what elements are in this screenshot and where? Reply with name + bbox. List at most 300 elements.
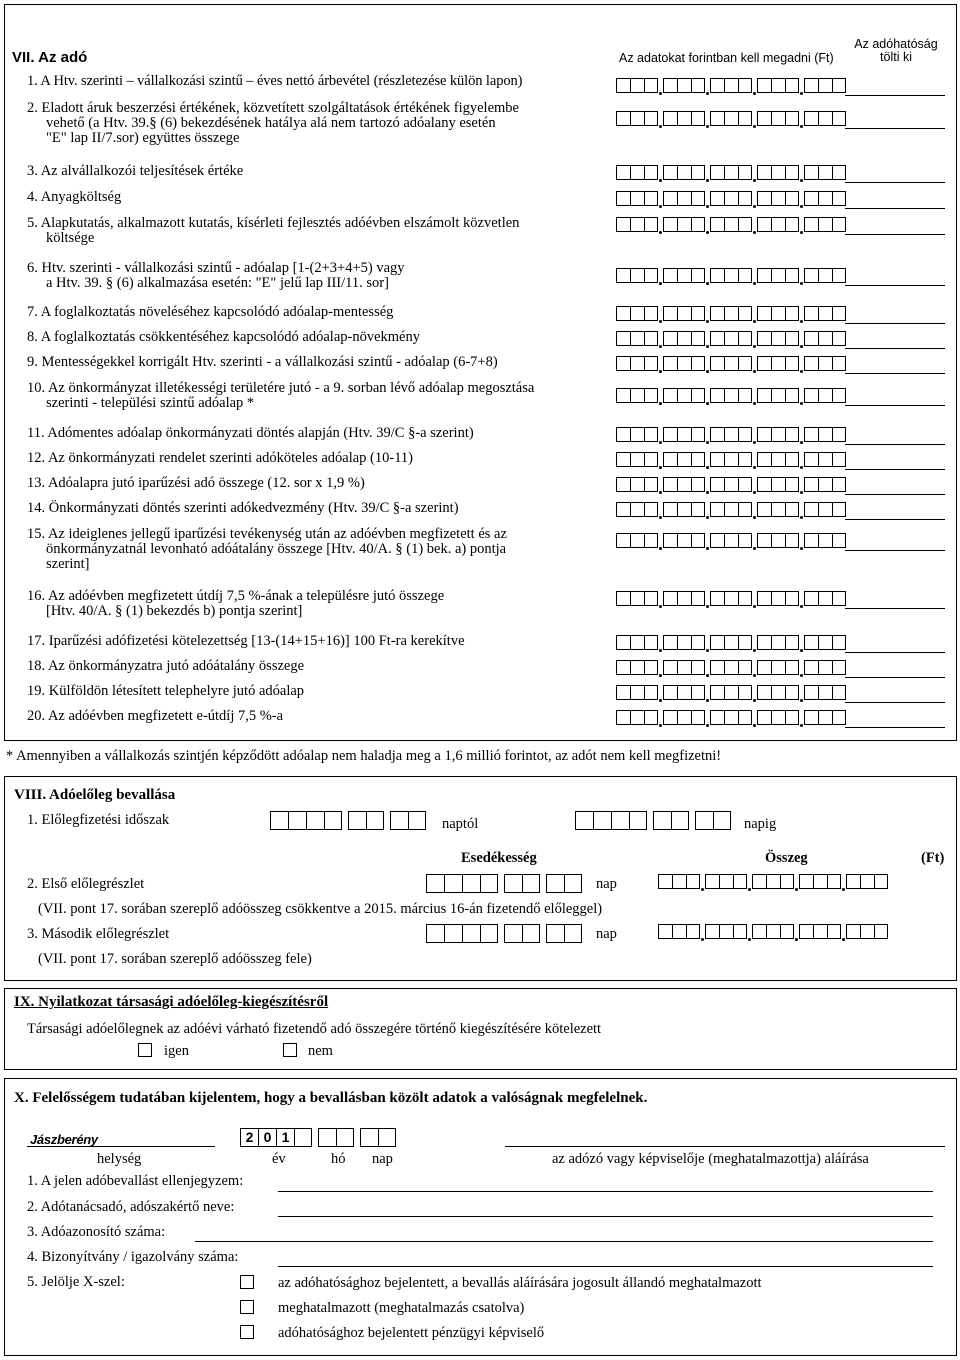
- digit-cell[interactable]: [771, 533, 785, 548]
- digit-cell[interactable]: [663, 191, 677, 206]
- digit-cell[interactable]: [663, 427, 677, 442]
- digit-cell[interactable]: [804, 268, 818, 283]
- digit-cell[interactable]: [738, 710, 752, 725]
- digit-cell[interactable]: [710, 78, 724, 93]
- digit-cell[interactable]: [771, 217, 785, 232]
- digit-cell[interactable]: [771, 685, 785, 700]
- digit-cell[interactable]: [804, 635, 818, 650]
- digit-cell[interactable]: [757, 635, 771, 650]
- digit-cell[interactable]: [818, 306, 832, 321]
- digit-cell[interactable]: [630, 356, 644, 371]
- digit-cell[interactable]: [757, 685, 771, 700]
- date-digit-cell[interactable]: [546, 924, 564, 943]
- digit-cell[interactable]: [677, 427, 691, 442]
- digit-cell[interactable]: [724, 452, 738, 467]
- digit-cell[interactable]: [874, 874, 888, 889]
- digit-cell[interactable]: [785, 660, 799, 675]
- digit-cell[interactable]: [813, 874, 827, 889]
- digit-cell[interactable]: [785, 533, 799, 548]
- digit-cell[interactable]: [785, 388, 799, 403]
- digit-cell[interactable]: [785, 111, 799, 126]
- taxid-line[interactable]: [195, 1241, 933, 1242]
- digit-cell[interactable]: [710, 533, 724, 548]
- digit-cell[interactable]: [677, 660, 691, 675]
- digit-cell[interactable]: [644, 427, 658, 442]
- digit-cell[interactable]: [691, 502, 705, 517]
- second-installment-amount[interactable]: [658, 924, 888, 939]
- cert-line[interactable]: [278, 1266, 933, 1267]
- row-17-amount[interactable]: [616, 635, 846, 650]
- date-digit-cell[interactable]: [546, 874, 564, 893]
- date-digit-cell[interactable]: 2: [240, 1128, 258, 1147]
- digit-cell[interactable]: [738, 452, 752, 467]
- digit-cell[interactable]: [724, 191, 738, 206]
- digit-cell[interactable]: [644, 165, 658, 180]
- digit-cell[interactable]: [724, 710, 738, 725]
- digit-cell[interactable]: [874, 924, 888, 939]
- date-digit-cell[interactable]: [270, 811, 288, 830]
- digit-cell[interactable]: [691, 477, 705, 492]
- digit-cell[interactable]: [710, 502, 724, 517]
- digit-cell[interactable]: [616, 306, 630, 321]
- digit-cell[interactable]: [710, 306, 724, 321]
- digit-cell[interactable]: [644, 533, 658, 548]
- digit-cell[interactable]: [757, 356, 771, 371]
- date-digit-cell[interactable]: [288, 811, 306, 830]
- digit-cell[interactable]: [724, 388, 738, 403]
- digit-cell[interactable]: [771, 388, 785, 403]
- date-digit-cell[interactable]: [522, 874, 540, 893]
- digit-cell[interactable]: [757, 191, 771, 206]
- digit-cell[interactable]: [804, 710, 818, 725]
- digit-cell[interactable]: [818, 217, 832, 232]
- digit-cell[interactable]: [733, 924, 747, 939]
- digit-cell[interactable]: [644, 268, 658, 283]
- digit-cell[interactable]: [644, 660, 658, 675]
- digit-cell[interactable]: [691, 331, 705, 346]
- digit-cell[interactable]: [832, 268, 846, 283]
- digit-cell[interactable]: [757, 452, 771, 467]
- digit-cell[interactable]: [691, 191, 705, 206]
- digit-cell[interactable]: [771, 111, 785, 126]
- digit-cell[interactable]: [677, 165, 691, 180]
- sign-date[interactable]: [240, 1128, 396, 1147]
- date-digit-cell[interactable]: [444, 924, 462, 943]
- digit-cell[interactable]: [832, 165, 846, 180]
- digit-cell[interactable]: [785, 356, 799, 371]
- digit-cell[interactable]: [724, 217, 738, 232]
- digit-cell[interactable]: [677, 78, 691, 93]
- digit-cell[interactable]: [832, 591, 846, 606]
- row-3-amount[interactable]: [616, 165, 846, 180]
- digit-cell[interactable]: [738, 427, 752, 442]
- digit-cell[interactable]: [771, 660, 785, 675]
- date-digit-cell[interactable]: [695, 811, 713, 830]
- digit-cell[interactable]: [832, 660, 846, 675]
- digit-cell[interactable]: [616, 710, 630, 725]
- option-1-checkbox[interactable]: [240, 1275, 254, 1289]
- digit-cell[interactable]: [804, 477, 818, 492]
- digit-cell[interactable]: [785, 635, 799, 650]
- digit-cell[interactable]: [818, 685, 832, 700]
- digit-cell[interactable]: [771, 331, 785, 346]
- digit-cell[interactable]: [691, 217, 705, 232]
- digit-cell[interactable]: [616, 388, 630, 403]
- digit-cell[interactable]: [644, 111, 658, 126]
- date-digit-cell[interactable]: [522, 924, 540, 943]
- digit-cell[interactable]: [724, 533, 738, 548]
- digit-cell[interactable]: [630, 191, 644, 206]
- row-7-amount[interactable]: [616, 306, 846, 321]
- digit-cell[interactable]: [738, 306, 752, 321]
- digit-cell[interactable]: [677, 111, 691, 126]
- digit-cell[interactable]: [724, 591, 738, 606]
- digit-cell[interactable]: [644, 710, 658, 725]
- digit-cell[interactable]: [780, 874, 794, 889]
- digit-cell[interactable]: [832, 635, 846, 650]
- digit-cell[interactable]: [691, 660, 705, 675]
- digit-cell[interactable]: [832, 331, 846, 346]
- row-13-amount[interactable]: [616, 477, 846, 492]
- digit-cell[interactable]: [710, 191, 724, 206]
- digit-cell[interactable]: [818, 591, 832, 606]
- digit-cell[interactable]: [644, 331, 658, 346]
- digit-cell[interactable]: [630, 685, 644, 700]
- digit-cell[interactable]: [663, 217, 677, 232]
- advisor-line[interactable]: [278, 1216, 933, 1217]
- digit-cell[interactable]: [630, 477, 644, 492]
- digit-cell[interactable]: [691, 306, 705, 321]
- digit-cell[interactable]: [677, 356, 691, 371]
- digit-cell[interactable]: [832, 306, 846, 321]
- digit-cell[interactable]: [719, 874, 733, 889]
- second-installment-date[interactable]: [426, 924, 582, 943]
- digit-cell[interactable]: [630, 660, 644, 675]
- digit-cell[interactable]: [757, 268, 771, 283]
- digit-cell[interactable]: [771, 502, 785, 517]
- date-digit-cell[interactable]: [480, 924, 498, 943]
- digit-cell[interactable]: [846, 924, 860, 939]
- digit-cell[interactable]: [804, 111, 818, 126]
- digit-cell[interactable]: [691, 452, 705, 467]
- countersign-line[interactable]: [278, 1191, 933, 1192]
- digit-cell[interactable]: [738, 477, 752, 492]
- digit-cell[interactable]: [691, 78, 705, 93]
- row-9-amount[interactable]: [616, 356, 846, 371]
- digit-cell[interactable]: [616, 165, 630, 180]
- yes-checkbox[interactable]: [138, 1043, 152, 1057]
- digit-cell[interactable]: [630, 427, 644, 442]
- digit-cell[interactable]: [766, 924, 780, 939]
- digit-cell[interactable]: [738, 111, 752, 126]
- date-digit-cell[interactable]: [378, 1128, 396, 1147]
- period-to-date[interactable]: [575, 811, 731, 830]
- digit-cell[interactable]: [616, 191, 630, 206]
- digit-cell[interactable]: [818, 331, 832, 346]
- digit-cell[interactable]: [663, 331, 677, 346]
- row-15-amount[interactable]: [616, 533, 846, 548]
- digit-cell[interactable]: [752, 924, 766, 939]
- digit-cell[interactable]: [757, 427, 771, 442]
- digit-cell[interactable]: [738, 78, 752, 93]
- digit-cell[interactable]: [757, 331, 771, 346]
- digit-cell[interactable]: [733, 874, 747, 889]
- digit-cell[interactable]: [804, 502, 818, 517]
- digit-cell[interactable]: [827, 924, 841, 939]
- date-digit-cell[interactable]: [564, 874, 582, 893]
- digit-cell[interactable]: [771, 78, 785, 93]
- date-digit-cell[interactable]: [575, 811, 593, 830]
- digit-cell[interactable]: [757, 111, 771, 126]
- digit-cell[interactable]: [785, 502, 799, 517]
- digit-cell[interactable]: [719, 924, 733, 939]
- digit-cell[interactable]: [691, 710, 705, 725]
- digit-cell[interactable]: [818, 477, 832, 492]
- digit-cell[interactable]: [785, 191, 799, 206]
- digit-cell[interactable]: [663, 635, 677, 650]
- date-digit-cell[interactable]: 0: [258, 1128, 276, 1147]
- digit-cell[interactable]: [738, 388, 752, 403]
- digit-cell[interactable]: [724, 635, 738, 650]
- digit-cell[interactable]: [724, 502, 738, 517]
- digit-cell[interactable]: [710, 660, 724, 675]
- digit-cell[interactable]: [691, 388, 705, 403]
- digit-cell[interactable]: [738, 217, 752, 232]
- digit-cell[interactable]: [771, 427, 785, 442]
- row-11-amount[interactable]: [616, 427, 846, 442]
- digit-cell[interactable]: [771, 356, 785, 371]
- digit-cell[interactable]: [672, 874, 686, 889]
- digit-cell[interactable]: [644, 635, 658, 650]
- digit-cell[interactable]: [663, 356, 677, 371]
- digit-cell[interactable]: [860, 874, 874, 889]
- date-digit-cell[interactable]: [611, 811, 629, 830]
- digit-cell[interactable]: [738, 660, 752, 675]
- digit-cell[interactable]: [785, 685, 799, 700]
- row-8-amount[interactable]: [616, 331, 846, 346]
- digit-cell[interactable]: [832, 427, 846, 442]
- digit-cell[interactable]: [677, 388, 691, 403]
- digit-cell[interactable]: [818, 191, 832, 206]
- digit-cell[interactable]: [644, 217, 658, 232]
- digit-cell[interactable]: [677, 331, 691, 346]
- date-digit-cell[interactable]: [480, 874, 498, 893]
- digit-cell[interactable]: [832, 388, 846, 403]
- digit-cell[interactable]: [804, 356, 818, 371]
- digit-cell[interactable]: [663, 388, 677, 403]
- digit-cell[interactable]: [644, 502, 658, 517]
- digit-cell[interactable]: [771, 710, 785, 725]
- date-digit-cell[interactable]: [318, 1128, 336, 1147]
- digit-cell[interactable]: [757, 710, 771, 725]
- digit-cell[interactable]: [785, 331, 799, 346]
- digit-cell[interactable]: [616, 477, 630, 492]
- digit-cell[interactable]: [832, 191, 846, 206]
- digit-cell[interactable]: [832, 111, 846, 126]
- digit-cell[interactable]: [818, 427, 832, 442]
- digit-cell[interactable]: [804, 165, 818, 180]
- digit-cell[interactable]: [663, 533, 677, 548]
- digit-cell[interactable]: [738, 533, 752, 548]
- digit-cell[interactable]: [663, 685, 677, 700]
- digit-cell[interactable]: [757, 502, 771, 517]
- digit-cell[interactable]: [738, 356, 752, 371]
- row-2-amount[interactable]: [616, 111, 846, 126]
- date-digit-cell[interactable]: [671, 811, 689, 830]
- digit-cell[interactable]: [616, 427, 630, 442]
- digit-cell[interactable]: [771, 591, 785, 606]
- digit-cell[interactable]: [738, 685, 752, 700]
- digit-cell[interactable]: [677, 191, 691, 206]
- row-18-amount[interactable]: [616, 660, 846, 675]
- digit-cell[interactable]: [785, 217, 799, 232]
- digit-cell[interactable]: [771, 306, 785, 321]
- date-digit-cell[interactable]: [462, 874, 480, 893]
- row-10-amount[interactable]: [616, 388, 846, 403]
- digit-cell[interactable]: [710, 165, 724, 180]
- date-digit-cell[interactable]: [444, 874, 462, 893]
- digit-cell[interactable]: [832, 356, 846, 371]
- digit-cell[interactable]: [677, 217, 691, 232]
- period-from-date[interactable]: [270, 811, 426, 830]
- digit-cell[interactable]: [804, 427, 818, 442]
- digit-cell[interactable]: [710, 217, 724, 232]
- digit-cell[interactable]: [724, 268, 738, 283]
- digit-cell[interactable]: [785, 165, 799, 180]
- digit-cell[interactable]: [663, 165, 677, 180]
- digit-cell[interactable]: [630, 111, 644, 126]
- digit-cell[interactable]: [799, 924, 813, 939]
- digit-cell[interactable]: [630, 388, 644, 403]
- digit-cell[interactable]: [616, 685, 630, 700]
- digit-cell[interactable]: [691, 635, 705, 650]
- digit-cell[interactable]: [677, 635, 691, 650]
- digit-cell[interactable]: [644, 388, 658, 403]
- digit-cell[interactable]: [757, 388, 771, 403]
- digit-cell[interactable]: [630, 78, 644, 93]
- digit-cell[interactable]: [799, 874, 813, 889]
- digit-cell[interactable]: [771, 635, 785, 650]
- digit-cell[interactable]: [644, 78, 658, 93]
- row-12-amount[interactable]: [616, 452, 846, 467]
- date-digit-cell[interactable]: [390, 811, 408, 830]
- digit-cell[interactable]: [630, 268, 644, 283]
- digit-cell[interactable]: [804, 191, 818, 206]
- digit-cell[interactable]: [785, 78, 799, 93]
- digit-cell[interactable]: [738, 635, 752, 650]
- date-digit-cell[interactable]: [653, 811, 671, 830]
- digit-cell[interactable]: [663, 268, 677, 283]
- digit-cell[interactable]: [663, 591, 677, 606]
- digit-cell[interactable]: [616, 635, 630, 650]
- digit-cell[interactable]: [724, 78, 738, 93]
- digit-cell[interactable]: [616, 660, 630, 675]
- digit-cell[interactable]: [818, 533, 832, 548]
- digit-cell[interactable]: [710, 111, 724, 126]
- digit-cell[interactable]: [677, 710, 691, 725]
- digit-cell[interactable]: [616, 78, 630, 93]
- digit-cell[interactable]: [630, 452, 644, 467]
- digit-cell[interactable]: [738, 165, 752, 180]
- row-5-amount[interactable]: [616, 217, 846, 232]
- digit-cell[interactable]: [804, 533, 818, 548]
- date-digit-cell[interactable]: [324, 811, 342, 830]
- digit-cell[interactable]: [710, 591, 724, 606]
- option-2-checkbox[interactable]: [240, 1300, 254, 1314]
- digit-cell[interactable]: [663, 111, 677, 126]
- digit-cell[interactable]: [691, 427, 705, 442]
- row-4-amount[interactable]: [616, 191, 846, 206]
- digit-cell[interactable]: [616, 111, 630, 126]
- digit-cell[interactable]: [644, 356, 658, 371]
- digit-cell[interactable]: [724, 427, 738, 442]
- digit-cell[interactable]: [644, 477, 658, 492]
- digit-cell[interactable]: [738, 191, 752, 206]
- digit-cell[interactable]: [785, 306, 799, 321]
- digit-cell[interactable]: [644, 306, 658, 321]
- digit-cell[interactable]: [818, 388, 832, 403]
- date-digit-cell[interactable]: [504, 924, 522, 943]
- row-19-amount[interactable]: [616, 685, 846, 700]
- digit-cell[interactable]: [677, 685, 691, 700]
- digit-cell[interactable]: [616, 331, 630, 346]
- digit-cell[interactable]: [630, 217, 644, 232]
- digit-cell[interactable]: [818, 452, 832, 467]
- first-installment-date[interactable]: [426, 874, 582, 893]
- digit-cell[interactable]: [813, 924, 827, 939]
- digit-cell[interactable]: [616, 502, 630, 517]
- digit-cell[interactable]: [832, 452, 846, 467]
- digit-cell[interactable]: [672, 924, 686, 939]
- digit-cell[interactable]: [705, 924, 719, 939]
- digit-cell[interactable]: [757, 533, 771, 548]
- digit-cell[interactable]: [724, 331, 738, 346]
- digit-cell[interactable]: [644, 191, 658, 206]
- digit-cell[interactable]: [616, 217, 630, 232]
- digit-cell[interactable]: [710, 427, 724, 442]
- row-14-amount[interactable]: [616, 502, 846, 517]
- digit-cell[interactable]: [724, 356, 738, 371]
- digit-cell[interactable]: [860, 924, 874, 939]
- digit-cell[interactable]: [804, 591, 818, 606]
- date-digit-cell[interactable]: [306, 811, 324, 830]
- digit-cell[interactable]: [771, 268, 785, 283]
- digit-cell[interactable]: [804, 685, 818, 700]
- digit-cell[interactable]: [710, 331, 724, 346]
- digit-cell[interactable]: [691, 111, 705, 126]
- digit-cell[interactable]: [757, 591, 771, 606]
- digit-cell[interactable]: [827, 874, 841, 889]
- digit-cell[interactable]: [663, 660, 677, 675]
- digit-cell[interactable]: [785, 591, 799, 606]
- date-digit-cell[interactable]: [366, 811, 384, 830]
- digit-cell[interactable]: [630, 710, 644, 725]
- digit-cell[interactable]: [724, 685, 738, 700]
- digit-cell[interactable]: [771, 165, 785, 180]
- digit-cell[interactable]: [832, 477, 846, 492]
- digit-cell[interactable]: [677, 268, 691, 283]
- digit-cell[interactable]: [710, 477, 724, 492]
- digit-cell[interactable]: [818, 78, 832, 93]
- digit-cell[interactable]: [724, 165, 738, 180]
- digit-cell[interactable]: [804, 306, 818, 321]
- row-20-amount[interactable]: [616, 710, 846, 725]
- digit-cell[interactable]: [686, 874, 700, 889]
- no-checkbox[interactable]: [283, 1043, 297, 1057]
- digit-cell[interactable]: [724, 306, 738, 321]
- digit-cell[interactable]: [832, 533, 846, 548]
- digit-cell[interactable]: [757, 306, 771, 321]
